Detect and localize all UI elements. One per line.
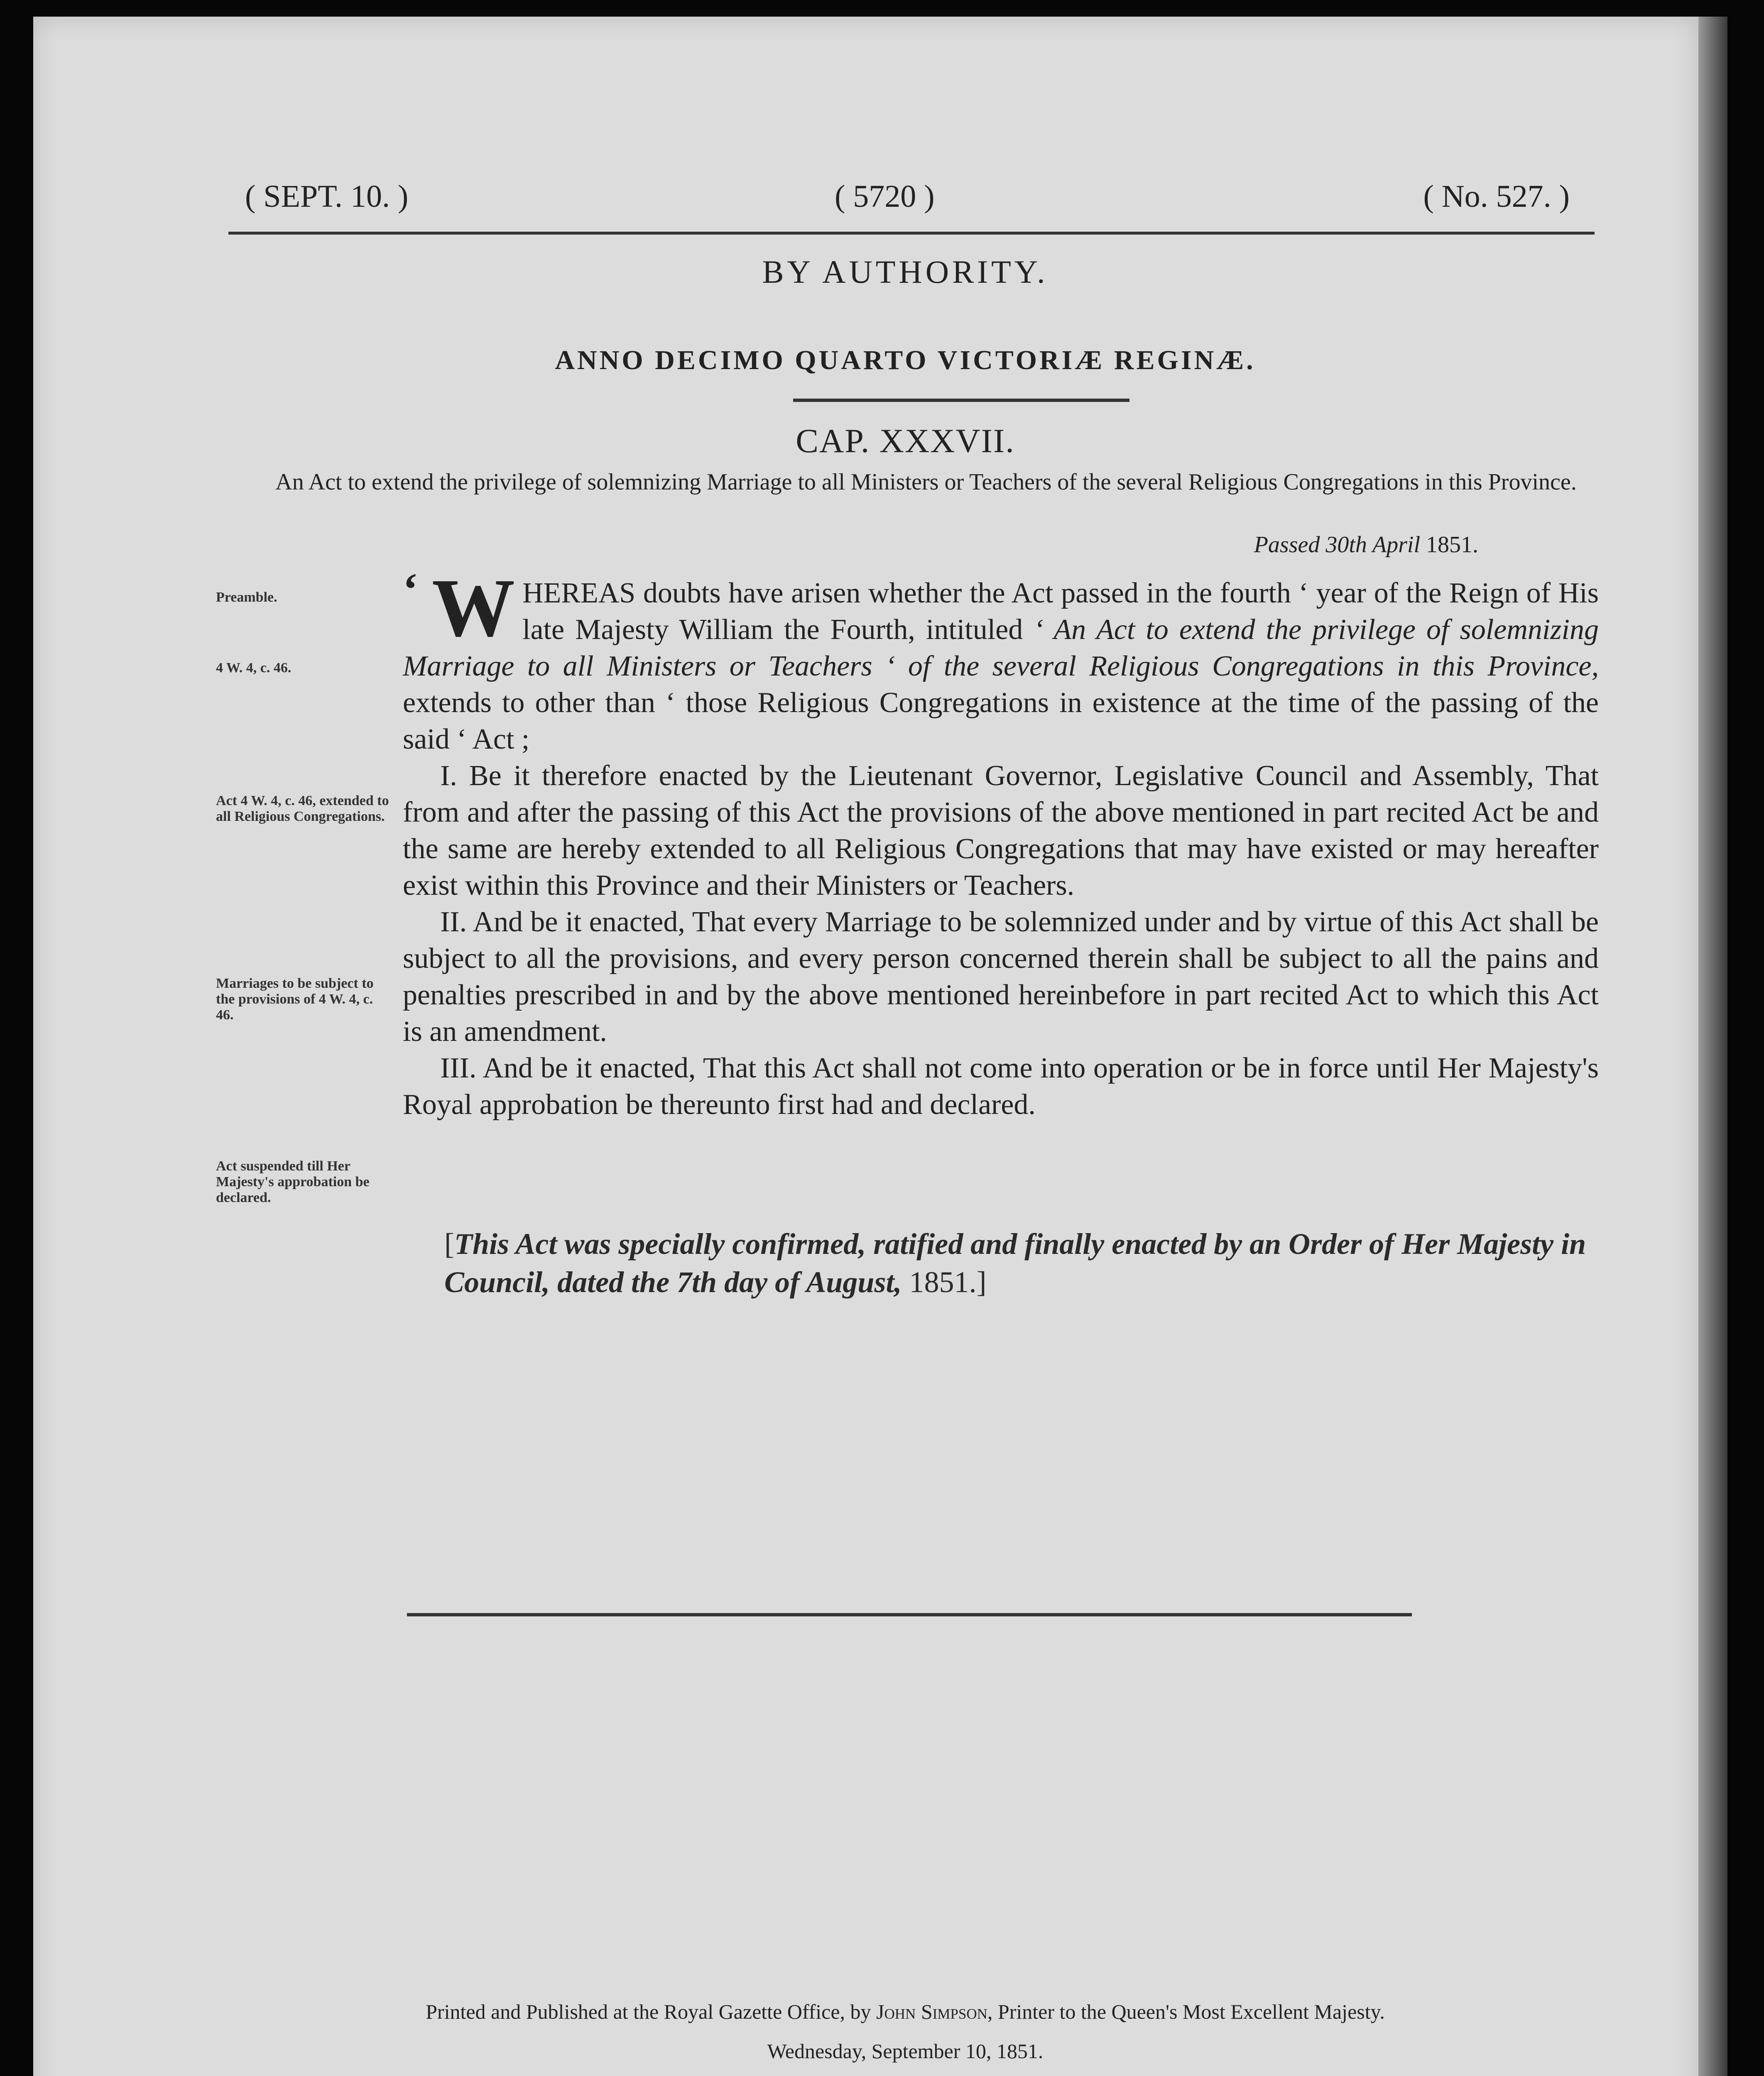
margin-note-extended: Act 4 W. 4, c. 46, extended to all Religious Congregations. [216, 793, 389, 824]
passed-label: Passed 30th April [1254, 532, 1420, 558]
document-page [33, 17, 1698, 2076]
preamble-quote-mark: ‘ [403, 564, 418, 614]
imprint-printer-name: John Simpson, [876, 2000, 993, 2023]
header-date: ( SEPT. 10. ) [245, 179, 409, 214]
act-body [403, 562, 1599, 1123]
preamble-drop-cap: W [432, 562, 515, 654]
page-edge-shadow [1698, 17, 1727, 2076]
imprint-publisher: Printed and Published at the Royal Gazette Office, by [426, 2000, 871, 2023]
margin-note-suspended: Act suspended till Her Majesty's approbation be declared. [216, 1158, 370, 1205]
preamble-line-2: ‘ year of the Reign of His late Majesty William the Fourth, intituled [522, 577, 1599, 646]
section-2: II. And be it enacted, That every Marriage to be solemnized under and by virtue of this Act shall be subject to all the provisions, and every person concerned therein shall be subject to all the pains and penalties prescribed in and by the above mentioned hereinbefore in part recited Act to which this Act is an amendment. [403, 906, 1599, 1048]
closing-rule [407, 1613, 1412, 1616]
preamble-rest: extends to other than ‘ those Religious Congregations in existence at the time of the passing of the said ‘ Act ; [403, 687, 1599, 755]
margin-note-reference: 4 W. 4, c. 46. [216, 660, 292, 676]
heading-divider [793, 399, 1129, 402]
margin-note-preamble: Preamble. [216, 590, 277, 605]
passed-year: 1851. [1426, 532, 1478, 558]
header-rule [228, 232, 1595, 235]
preamble-cited-act-title: ‘ An Act to extend the privilege of solemnizing Marriage to all Ministers or Teachers ‘ of the several Religious Congregations in this Province, [403, 614, 1599, 682]
section-1: I. Be it therefore enacted by the Lieutenant Governor, Legislative Council and Assembly, That from and after the passing of this Act the provisions of the above mentioned in part recited Act be and the same are hereby extended to all Religious Congregations that may have existed or may hereafter exist within this Province and their Ministers or Teachers. [403, 760, 1599, 901]
confirmation-year: 1851. [909, 1266, 977, 1299]
header-page-number: ( 5720 ) [835, 179, 935, 214]
confirmation-note [444, 1225, 1599, 1301]
act-title: An Act to extend the privilege of solemnizing Marriage to all Ministers or Teachers of the several Religious Congregations in this Province. [275, 469, 1577, 495]
confirmation-text: This Act was specially confirmed, ratified and finally enacted by an Order of Her Majesty in Council, dated the 7th day of August, [444, 1227, 1586, 1299]
passed-date [1254, 531, 1478, 558]
imprint-printer-title: Printer to the Queen's Most Excellent Majesty. [997, 2000, 1385, 2023]
margin-note-marriages: Marriages to be subject to the provisions of 4 W. 4, c. 46. [216, 976, 374, 1023]
preamble-line-1: HEREAS doubts have arisen whether the Act passed in the fourth [522, 577, 1291, 609]
confirmation-open-bracket: [ [444, 1227, 454, 1261]
confirmation-close-bracket: ] [976, 1266, 987, 1299]
preamble-paragraph [403, 562, 1599, 758]
header-issue-number: ( No. 527. ) [1423, 179, 1570, 214]
imprint-line-1 [212, 1995, 1599, 2028]
imprint-date: Wednesday, September 10, 1851. [767, 2039, 1044, 2063]
by-authority-heading: BY AUTHORITY. [762, 254, 1049, 290]
chapter-heading: CAP. XXXVII. [796, 422, 1015, 460]
section-3: III. And be it enacted, That this Act shall not come into operation or be in force until Her Majesty's Royal approbation be thereunto first had and declared. [403, 1052, 1599, 1121]
regnal-year-heading: ANNO DECIMO QUARTO VICTORIÆ REGINÆ. [555, 345, 1256, 375]
page-header [212, 179, 1599, 224]
